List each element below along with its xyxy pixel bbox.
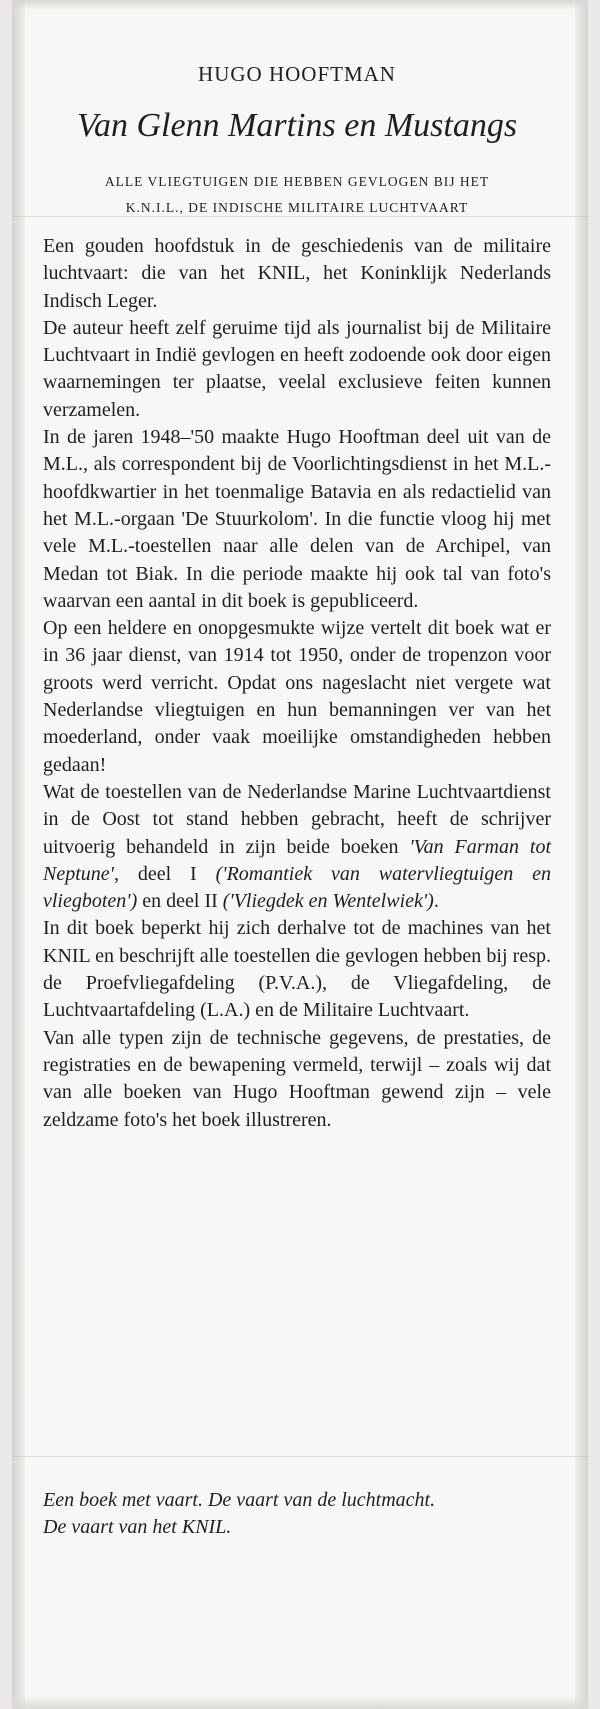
blurb-paragraph: De auteur heeft zelf geruime tijd als journalist bij de Militaire Luchtvaart in Indië gevlogen en heeft zodoende ook door eigen waarnemingen ter plaatse, veelal exclusieve feiten kunnen verzamelen. bbox=[43, 316, 551, 421]
subtitle-line: ALLE VLIEGTUIGEN DIE HEBBEN GEVLOGEN BIJ HET bbox=[104, 174, 490, 189]
tagline-line: De vaart van het KNIL. bbox=[43, 1516, 232, 1538]
book-reference: ('Romantiek van watervliegtuigen en vliegboten') bbox=[43, 862, 551, 913]
blurb-paragraph bbox=[43, 779, 551, 915]
book-reference: 'Van Farman tot Neptune' bbox=[43, 835, 551, 885]
left-edge-shadow bbox=[13, 0, 25, 1709]
subtitle-line: K.N.I.L., DE INDISCHE MILITAIRE LUCHTVAART bbox=[125, 200, 469, 215]
right-edge-shadow bbox=[575, 0, 587, 1709]
blurb-text: Wat de toestellen van de Nederlandse Marine Luchtvaartdienst in de Oost tot stand hebben gebracht, heeft de schrijver uitvoerig behandeld in zijn beide boeken bbox=[43, 780, 551, 858]
blurb-paragraph: In de jaren 1948–'50 maakte Hugo Hooftman deel uit van de M.L., als correspondent bij de Voorlichtingsdienst in het M.L.-hoofdkwartier in het toenmalige Batavia en als redactielid van het M.L.-orgaan 'De Stuurkolom'. In die functie vloog hij met vele M.L.-toestellen naar alle delen van de Archipel, van Medan tot Biak. In die periode maakte hij ook tal van foto's waarvan een aantal in dit boek is gepubliceerd. bbox=[43, 426, 551, 612]
blurb-paragraph: Van alle typen zijn de technische gegevens, de prestaties, de registraties en de bewapening vermeld, terwijl – zoals wij dat van alle boeken van Hugo Hooftman gewend zijn – vele zeldzame foto's het boek illustreren. bbox=[43, 1026, 551, 1131]
book-reference: ('Vliegdek en Wentelwiek') bbox=[222, 890, 434, 913]
blurb-paragraph: In dit boek beperkt hij zich derhalve tot de machines van het KNIL en beschrijft alle toestellen die gevlogen hebben bij resp. de Proefvliegafdeling (P.V.A.), de Vliegafdeling, de Luchtvaartafdeling (L.A.) en de Militaire Luchtvaart. bbox=[43, 917, 551, 1022]
author-name: HUGO HOOFTMAN bbox=[198, 62, 396, 86]
tagline-line: Een boek met vaart. De vaart van de luchtmacht. bbox=[43, 1489, 436, 1511]
blurb-text: en deel II bbox=[137, 890, 223, 913]
bottom-edge-shadow bbox=[12, 1695, 588, 1709]
closing-tagline bbox=[43, 1487, 551, 1541]
blurb-paragraph: Een gouden hoofdstuk in de geschiedenis van de militaire luchtvaart: die van het KNIL, het Koninklijk Nederlands Indisch Leger. bbox=[43, 235, 551, 312]
blurb-paragraph: Op een heldere en onopgesmukte wijze vertelt dit boek wat er in 36 jaar dienst, van 1914 tot 1950, onder de tropenzon voor groots werd verricht. Opdat ons nageslacht niet vergete wat Nederlandse vliegtuigen en hun bemanningen ver van het moederland, onder vaak moeilijke omstandigheden hebben gedaan! bbox=[43, 617, 551, 776]
blurb-text: , deel I bbox=[113, 862, 216, 885]
book-subtitle bbox=[43, 169, 551, 221]
paper-crease bbox=[12, 1456, 588, 1457]
blurb-body bbox=[43, 233, 551, 1134]
top-edge-shadow bbox=[12, 0, 588, 10]
book-title: Van Glenn Martins en Mustangs bbox=[76, 107, 518, 144]
blurb-text: . bbox=[433, 890, 439, 913]
